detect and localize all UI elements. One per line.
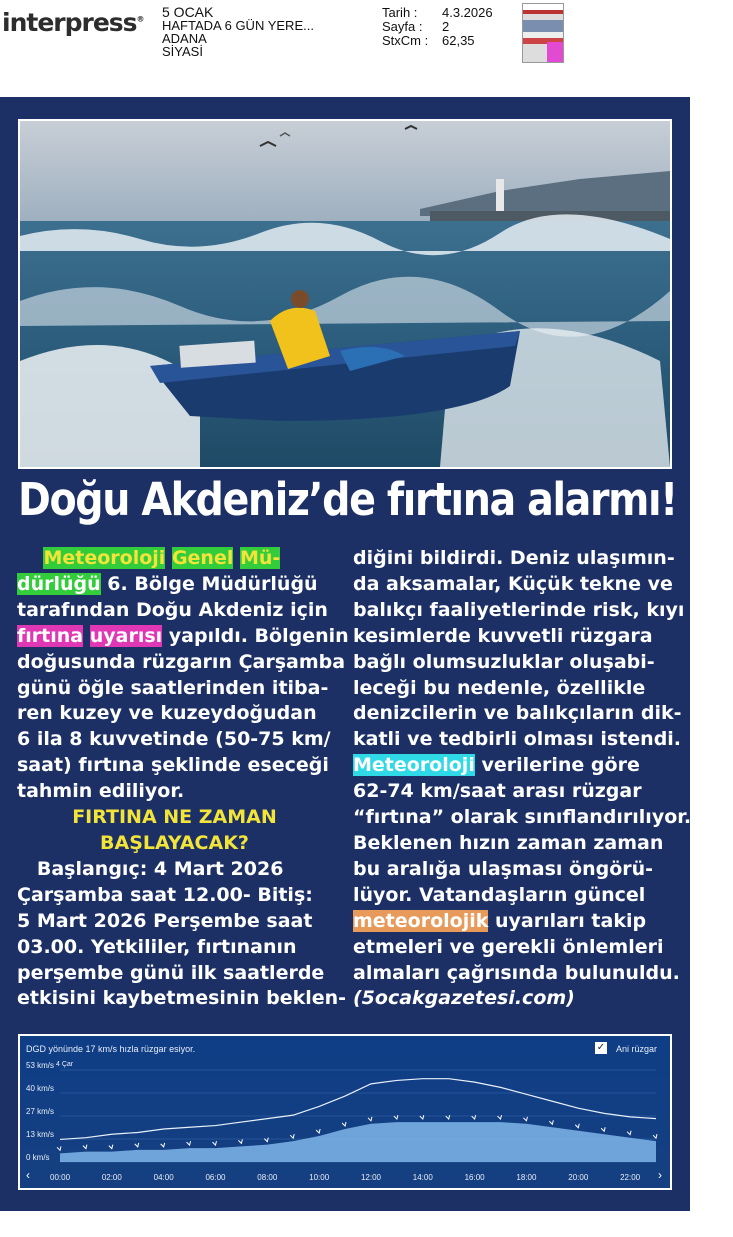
- chart-prev-button[interactable]: ‹: [26, 1168, 30, 1182]
- y-tick-label: 27 km/s: [26, 1107, 55, 1116]
- y-tick-label: 13 km/s: [26, 1130, 55, 1139]
- gust-checkbox[interactable]: ✓: [596, 1042, 606, 1053]
- y-tick-label: 53 km/s: [26, 1061, 55, 1070]
- x-tick-label: 08:00: [257, 1173, 278, 1182]
- body-line: leceği bu nedenle, özellikle: [353, 676, 646, 699]
- x-tick-label: 00:00: [50, 1173, 71, 1182]
- body-line: günü öğle saatlerinden itiba-: [17, 676, 329, 699]
- body-line: fırtına uyarısı yapıldı. Bölgenin: [17, 624, 349, 647]
- gust-checkbox-label: Ani rüzgar: [616, 1044, 658, 1054]
- wind-direction-arrow: [446, 1115, 450, 1119]
- x-tick-label: 12:00: [360, 1173, 381, 1182]
- x-tick-label: 10:00: [309, 1173, 330, 1182]
- body-line: balıkçı faaliyetlerinde risk, kıyı: [353, 598, 685, 621]
- wind-direction-arrow: [342, 1122, 346, 1126]
- headline-short: HAFTADA 6 GÜN YERE...: [162, 18, 314, 33]
- wind-direction-arrow: [420, 1115, 424, 1119]
- wind-direction-arrow: [549, 1120, 553, 1124]
- body-line: 62-74 km/saat arası rüzgar: [353, 780, 642, 803]
- wind-direction-arrow: [83, 1145, 87, 1149]
- x-tick-label: 22:00: [620, 1173, 641, 1182]
- subheading: BAŞLAYACAK?: [100, 831, 249, 854]
- body-line: dürlüğü 6. Bölge Müdürlüğü: [17, 572, 318, 595]
- storm-boat-photo: [18, 119, 672, 469]
- body-line: 5 Mart 2026 Perşembe saat: [17, 909, 313, 932]
- wind-direction-arrow: [161, 1143, 165, 1147]
- body-line: bu aralığa ulaşması öngörü-: [353, 857, 654, 880]
- body-line: Çarşamba saat 12.00- Bitiş:: [17, 883, 313, 906]
- body-line: almaları çağrısında bulunuldu.: [353, 961, 680, 984]
- x-tick-label: 18:00: [516, 1173, 537, 1182]
- body-line: perşembe günü ilk saatlerde: [17, 961, 325, 984]
- x-tick-label: 20:00: [568, 1173, 589, 1182]
- body-line: denizcilerin ve balıkçıların dik-: [353, 702, 682, 725]
- body-line: bağlı olumsuzluklar oluşabi-: [353, 650, 655, 673]
- body-line: etmeleri ve gerekli önlemleri: [353, 935, 664, 958]
- wind-summary: DGD yönünde 17 km/s hızla rüzgar esiyor.: [26, 1044, 196, 1054]
- body-line: saat) fırtına şeklinde eseceği: [17, 754, 329, 777]
- wind-direction-arrow: [601, 1127, 605, 1131]
- wind-forecast-widget: [18, 1034, 672, 1190]
- body-line: da aksamalar, Küçük tekne ve: [353, 572, 673, 595]
- wind-direction-arrow: [187, 1141, 191, 1145]
- body-line: Beklenen hızın zaman zaman: [353, 831, 664, 854]
- y-tick-label: 0 km/s: [26, 1153, 50, 1162]
- wind-direction-arrow: [109, 1145, 113, 1149]
- subheading: FIRTINA NE ZAMAN: [72, 806, 277, 829]
- source-info: [162, 6, 314, 58]
- interpress-logo: interpress®: [2, 8, 145, 37]
- chart-next-button[interactable]: ›: [658, 1168, 662, 1182]
- body-line: ren kuzey ve kuzeydoğudan: [17, 702, 317, 725]
- wind-direction-arrow: [57, 1146, 61, 1150]
- article-headline: Doğu Akdeniz’de fırtına alarmı!: [18, 473, 677, 526]
- wind-direction-arrow: [238, 1139, 242, 1143]
- wind-direction-arrow: [523, 1117, 527, 1121]
- body-line: tarafından Doğu Akdeniz için: [17, 598, 328, 621]
- day-marker: 4 Çar: [56, 1061, 74, 1068]
- wind-direction-arrow: [472, 1115, 476, 1119]
- article-body-right: [353, 546, 691, 1012]
- wind-direction-arrow: [316, 1129, 320, 1133]
- body-line: 6 ila 8 kuvvetinde (50-75 km/: [17, 728, 331, 751]
- wind-area: [60, 1122, 656, 1162]
- wind-direction-arrow: [627, 1131, 631, 1135]
- page-thumbnail[interactable]: [522, 3, 564, 63]
- body-line: lüyor. Vatandaşların güncel: [353, 883, 646, 906]
- y-tick-label: 40 km/s: [26, 1084, 55, 1093]
- city: ADANA: [162, 31, 207, 46]
- wind-direction-arrow: [394, 1115, 398, 1119]
- body-line: 03.00. Yetkililer, fırtınanın: [17, 935, 297, 958]
- body-line: Meteoroloji Genel Mü-: [43, 547, 281, 569]
- clipping-header: [0, 0, 733, 70]
- body-line: meteorolojik uyarıları takip: [353, 909, 647, 932]
- wind-chart: [20, 1036, 670, 1188]
- x-tick-label: 02:00: [101, 1173, 122, 1182]
- article-body-left: [17, 546, 349, 1012]
- body-line: diğini bildirdi. Deniz ulaşımın-: [353, 547, 675, 569]
- wind-direction-arrow: [212, 1141, 216, 1145]
- wind-direction-arrow: [653, 1134, 657, 1138]
- body-line: etkisini kaybetmesinin beklen-: [17, 987, 347, 1010]
- wind-direction-arrow: [264, 1138, 268, 1142]
- body-line: Meteoroloji verilerine göre: [353, 754, 640, 777]
- x-tick-label: 14:00: [412, 1173, 433, 1182]
- body-line: doğusunda rüzgarın Çarşamba: [17, 650, 346, 673]
- x-tick-label: 06:00: [205, 1173, 226, 1182]
- body-line: tahmin ediliyor.: [17, 780, 185, 803]
- x-tick-label: 04:00: [153, 1173, 174, 1182]
- body-line: katli ve tedbirli olması istendi.: [353, 728, 682, 751]
- wind-direction-arrow: [575, 1124, 579, 1128]
- body-line: “fırtına” olarak sınıflandırılıyor.: [353, 806, 692, 829]
- article-panel: [0, 97, 690, 1211]
- meta-page: Sayfa : 2: [382, 19, 450, 34]
- wind-direction-arrow: [498, 1115, 502, 1119]
- meta-stxcm: StxCm : 62,35: [382, 33, 475, 48]
- wind-direction-arrow: [368, 1117, 372, 1121]
- clipping-meta: [382, 6, 493, 48]
- body-line: Başlangıç: 4 Mart 2026: [36, 857, 284, 880]
- wind-direction-arrow: [290, 1134, 294, 1138]
- x-tick-label: 16:00: [464, 1173, 485, 1182]
- body-line: kesimlerde kuvvetli rüzgara: [353, 624, 653, 647]
- meta-date: Tarih : 4.3.2026: [382, 5, 493, 20]
- source-credit: (5ocakgazetesi.com): [353, 987, 575, 1010]
- wind-direction-arrow: [135, 1143, 139, 1147]
- category: SİYASİ: [162, 44, 203, 59]
- publication-name: 5 OCAK: [162, 4, 214, 20]
